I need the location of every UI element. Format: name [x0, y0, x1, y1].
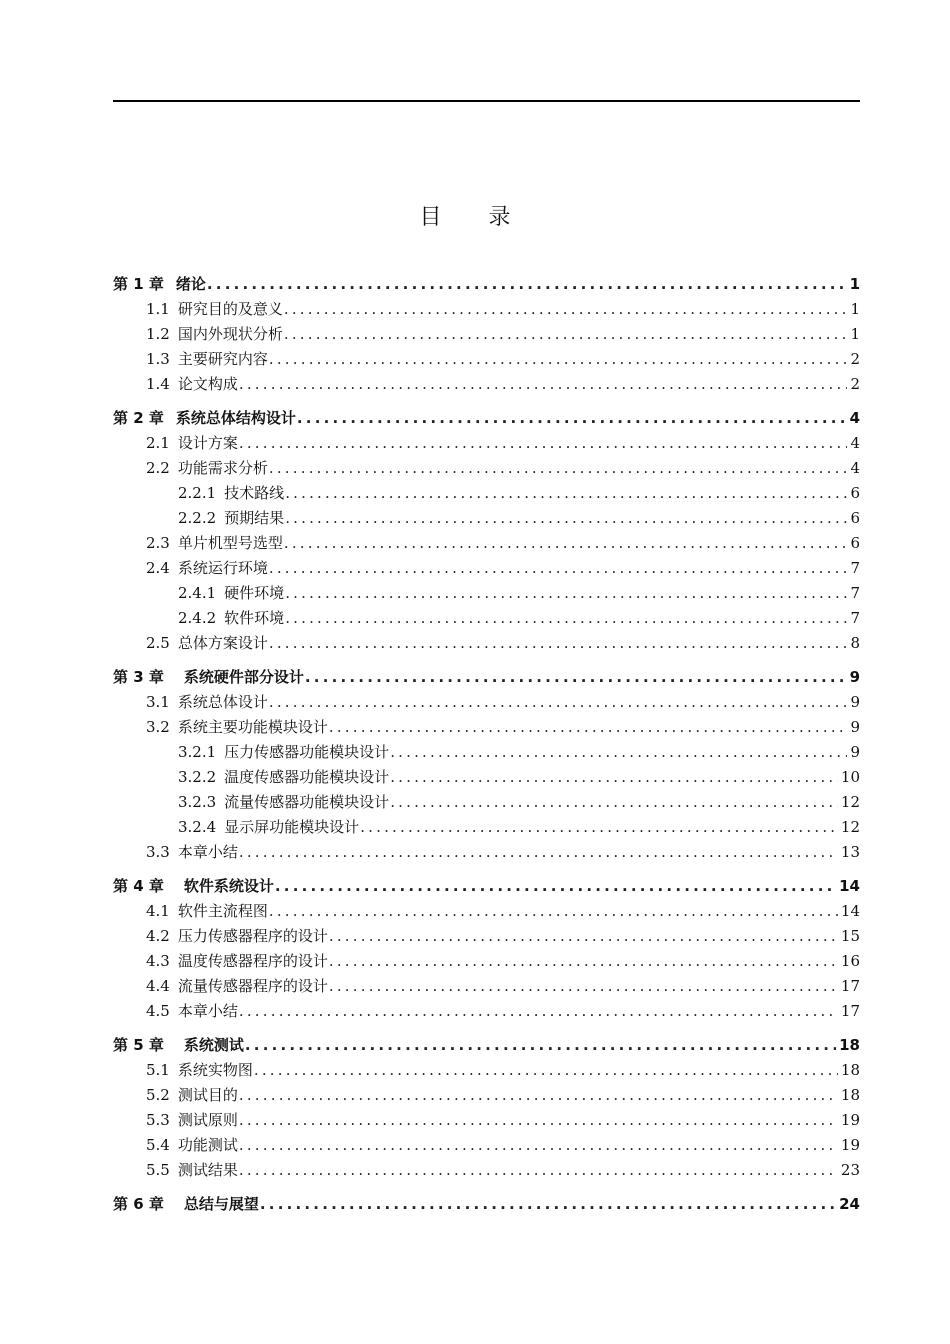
toc-entry-number: 5.3: [146, 1111, 170, 1129]
toc-page-number: 2: [850, 375, 860, 393]
toc-leader-dots: [390, 741, 847, 763]
toc-entry[interactable]: [146, 950, 860, 972]
toc-entry[interactable]: [178, 766, 860, 788]
toc-entry[interactable]: [178, 582, 860, 604]
toc-page-number: 15: [840, 927, 860, 945]
toc-entry-title: 流量传感器功能模块设计: [224, 793, 390, 811]
toc-entry-title: 硬件环境: [224, 584, 285, 602]
toc-entry-title: 压力传感器程序的设计: [177, 927, 328, 945]
toc-entry[interactable]: [146, 841, 860, 863]
toc-page-number: 1: [850, 300, 860, 318]
toc-page-number: 1: [849, 275, 860, 293]
toc-page-number: 18: [840, 1086, 860, 1104]
toc-entry-title: 压力传感器功能模块设计: [224, 743, 390, 761]
toc-entry-title: 系统总体结构设计: [175, 409, 296, 427]
toc-entry-title: 系统实物图: [177, 1061, 253, 1079]
toc-page-number: 4: [850, 459, 860, 477]
toc-entry-title: 系统主要功能模块设计: [177, 718, 328, 736]
toc-page-number: 17: [840, 1002, 860, 1020]
toc-entry-title: 测试原则: [177, 1111, 238, 1129]
toc-page-number: 24: [839, 1195, 860, 1213]
toc-page-number: 12: [840, 793, 860, 811]
toc-entry[interactable]: [146, 691, 860, 713]
toc-leader-dots: [284, 323, 848, 345]
toc-page-number: 8: [850, 634, 860, 652]
toc-entry-title: 系统运行环境: [177, 559, 268, 577]
toc-entry[interactable]: [146, 1109, 860, 1131]
toc-leader-dots: [329, 975, 838, 997]
toc-entry-number: 2.2.1: [178, 484, 217, 502]
toc-page-number: 18: [840, 1061, 860, 1079]
toc-page-number: 7: [850, 559, 860, 577]
toc-page-number: 19: [840, 1136, 860, 1154]
toc-leader-dots: [260, 1193, 836, 1215]
toc-leader-dots: [285, 582, 847, 604]
toc-entry-title: 测试目的: [177, 1086, 238, 1104]
toc-entry-title: 国内外现状分析: [177, 325, 283, 343]
toc-page-number: 18: [839, 1036, 860, 1054]
toc-entry-title: 主要研究内容: [177, 350, 268, 368]
toc-entry-title: 预期结果: [224, 509, 285, 527]
toc-leader-dots: [269, 900, 838, 922]
toc-entry-title: 总体方案设计: [177, 634, 268, 652]
page-title: 目 录: [419, 205, 531, 230]
toc-entry[interactable]: [146, 457, 860, 479]
toc-chapter-entry[interactable]: [113, 1034, 860, 1056]
toc-page-number: 6: [850, 484, 860, 502]
toc-entry[interactable]: [146, 925, 860, 947]
toc-entry-number: 2.4: [146, 559, 170, 577]
toc-leader-dots: [329, 950, 838, 972]
toc-entry[interactable]: [146, 632, 860, 654]
toc-entry-title: 流量传感器程序的设计: [177, 977, 328, 995]
toc-leader-dots: [390, 791, 838, 813]
toc-entry-title: 软件系统设计: [183, 877, 274, 895]
toc-leader-dots: [239, 1134, 838, 1156]
toc-leader-dots: [269, 691, 848, 713]
toc-leader-dots: [239, 373, 848, 395]
toc-page-number: 4: [849, 409, 860, 427]
toc-entry[interactable]: [146, 1159, 860, 1181]
toc-entry-title: 功能需求分析: [177, 459, 268, 477]
toc-entry[interactable]: [146, 716, 860, 738]
toc-entry-number: 3.1: [146, 693, 170, 711]
toc-entry-number: 2.3: [146, 534, 170, 552]
toc-entry[interactable]: [178, 482, 860, 504]
toc-page-number: 14: [840, 902, 860, 920]
toc-chapter-entry[interactable]: [113, 1193, 860, 1215]
toc-page-number: 16: [840, 952, 860, 970]
toc-leader-dots: [329, 716, 848, 738]
toc-entry-title: 论文构成: [177, 375, 238, 393]
toc-entry-number: 5.4: [146, 1136, 170, 1154]
toc-leader-dots: [207, 273, 847, 295]
toc-page-number: 6: [850, 534, 860, 552]
toc-entry-number: 4.4: [146, 977, 170, 995]
toc-entry-title: 单片机型号选型: [177, 534, 283, 552]
toc-page-number: 6: [850, 509, 860, 527]
toc-entry-title: 显示屏功能模块设计: [224, 818, 360, 836]
toc-entry-number: 第 6 章: [113, 1195, 164, 1213]
toc-leader-dots: [285, 507, 847, 529]
toc-leader-dots: [239, 432, 848, 454]
toc-chapter-entry[interactable]: [113, 273, 860, 295]
toc-entry-title: 本章小结: [177, 843, 238, 861]
toc-page-number: 9: [850, 693, 860, 711]
toc-entry-number: 第 5 章: [113, 1036, 164, 1054]
toc-entry[interactable]: [178, 607, 860, 629]
toc-leader-dots: [305, 666, 847, 688]
toc-page-number: 23: [840, 1161, 860, 1179]
toc-leader-dots: [284, 298, 848, 320]
toc-leader-dots: [390, 766, 838, 788]
toc-entry-number: 2.5: [146, 634, 170, 652]
toc-entry-number: 1.4: [146, 375, 170, 393]
toc-entry-number: 5.2: [146, 1086, 170, 1104]
toc-entry[interactable]: [146, 432, 860, 454]
toc-page-number: 14: [839, 877, 860, 895]
toc-page-number: 12: [840, 818, 860, 836]
toc-entry[interactable]: [146, 373, 860, 395]
toc-entry-title: 系统测试: [183, 1036, 244, 1054]
toc-entry[interactable]: [146, 975, 860, 997]
toc-page-number: 13: [840, 843, 860, 861]
toc-leader-dots: [269, 632, 848, 654]
toc-chapter-entry[interactable]: [113, 875, 860, 897]
toc-entry-number: 1.1: [146, 300, 170, 318]
toc-chapter-entry[interactable]: [113, 407, 860, 429]
toc-entry-number: 3.2.2: [178, 768, 217, 786]
toc-entry-title: 温度传感器程序的设计: [177, 952, 328, 970]
toc-leader-dots: [254, 1059, 838, 1081]
toc-leader-dots: [285, 607, 847, 629]
toc-leader-dots: [239, 1159, 838, 1181]
toc-entry-title: 总结与展望: [183, 1195, 259, 1213]
toc-entry-number: 4.1: [146, 902, 170, 920]
toc-page-number: 7: [850, 609, 860, 627]
toc-leader-dots: [329, 925, 838, 947]
toc-entry-number: 第 3 章: [113, 668, 164, 686]
toc-entry[interactable]: [146, 298, 860, 320]
toc-entry-title: 功能测试: [177, 1136, 238, 1154]
toc-entry-number: 5.1: [146, 1061, 170, 1079]
toc-entry-number: 2.4.1: [178, 584, 217, 602]
toc-leader-dots: [239, 841, 838, 863]
toc-entry-number: 第 2 章: [113, 409, 164, 427]
toc-entry-number: 第 4 章: [113, 877, 164, 895]
toc-page-number: 1: [850, 325, 860, 343]
toc-entry-number: 3.2.4: [178, 818, 217, 836]
toc-entry[interactable]: [146, 323, 860, 345]
toc-entry-title: 温度传感器功能模块设计: [224, 768, 390, 786]
toc-entry-title: 绪论: [175, 275, 206, 293]
toc-page-number: 9: [850, 718, 860, 736]
toc-entry-title: 设计方案: [177, 434, 238, 452]
toc-entry-number: 2.1: [146, 434, 170, 452]
toc-entry-title: 系统总体设计: [177, 693, 268, 711]
toc-entry[interactable]: [146, 557, 860, 579]
toc-page-number: 9: [849, 668, 860, 686]
toc-entry[interactable]: [178, 741, 860, 763]
toc-entry-number: 3.3: [146, 843, 170, 861]
toc-page-number: 19: [840, 1111, 860, 1129]
toc-entry[interactable]: [146, 1134, 860, 1156]
toc-page-number: 2: [850, 350, 860, 368]
toc-entry[interactable]: [146, 348, 860, 370]
toc-leader-dots: [239, 1000, 838, 1022]
toc-entry-number: 1.2: [146, 325, 170, 343]
toc-leader-dots: [269, 457, 848, 479]
toc-leader-dots: [245, 1034, 836, 1056]
toc-entry-number: 1.3: [146, 350, 170, 368]
toc-entry[interactable]: [178, 507, 860, 529]
toc-entry-number: 2.4.2: [178, 609, 217, 627]
toc-leader-dots: [360, 816, 838, 838]
toc-entry-title: 研究目的及意义: [177, 300, 283, 318]
toc-entry[interactable]: [178, 816, 860, 838]
toc-entry[interactable]: [146, 900, 860, 922]
toc-entry-number: 3.2.1: [178, 743, 217, 761]
toc-leader-dots: [285, 482, 847, 504]
toc-entry-title: 技术路线: [224, 484, 285, 502]
toc-leader-dots: [284, 532, 848, 554]
toc-entry-number: 第 1 章: [113, 275, 164, 293]
toc-leader-dots: [239, 1109, 838, 1131]
toc-entry[interactable]: [146, 1059, 860, 1081]
toc-chapter-entry[interactable]: [113, 666, 860, 688]
toc-entry-number: 3.2: [146, 718, 170, 736]
toc-leader-dots: [269, 348, 848, 370]
toc-entry-title: 软件环境: [224, 609, 285, 627]
toc-leader-dots: [297, 407, 847, 429]
toc-entry-title: 系统硬件部分设计: [183, 668, 304, 686]
toc-entry[interactable]: [146, 532, 860, 554]
toc-entry-number: 5.5: [146, 1161, 170, 1179]
toc-entry-number: 4.5: [146, 1002, 170, 1020]
toc-entry-number: 2.2.2: [178, 509, 217, 527]
toc-entry[interactable]: [178, 791, 860, 813]
toc-entry[interactable]: [146, 1084, 860, 1106]
toc-leader-dots: [269, 557, 848, 579]
toc-leader-dots: [275, 875, 836, 897]
toc-entry-title: 软件主流程图: [177, 902, 268, 920]
toc-entry-number: 4.3: [146, 952, 170, 970]
toc-entry-title: 测试结果: [177, 1161, 238, 1179]
toc-entry-number: 2.2: [146, 459, 170, 477]
toc-entry-number: 3.2.3: [178, 793, 217, 811]
toc-page-number: 9: [850, 743, 860, 761]
toc-page-number: 7: [850, 584, 860, 602]
toc-entry-title: 本章小结: [177, 1002, 238, 1020]
toc-page-number: 17: [840, 977, 860, 995]
toc-page-number: 10: [840, 768, 860, 786]
toc-entry[interactable]: [146, 1000, 860, 1022]
toc-page-number: 4: [850, 434, 860, 452]
toc-entry-number: 4.2: [146, 927, 170, 945]
toc-leader-dots: [239, 1084, 838, 1106]
